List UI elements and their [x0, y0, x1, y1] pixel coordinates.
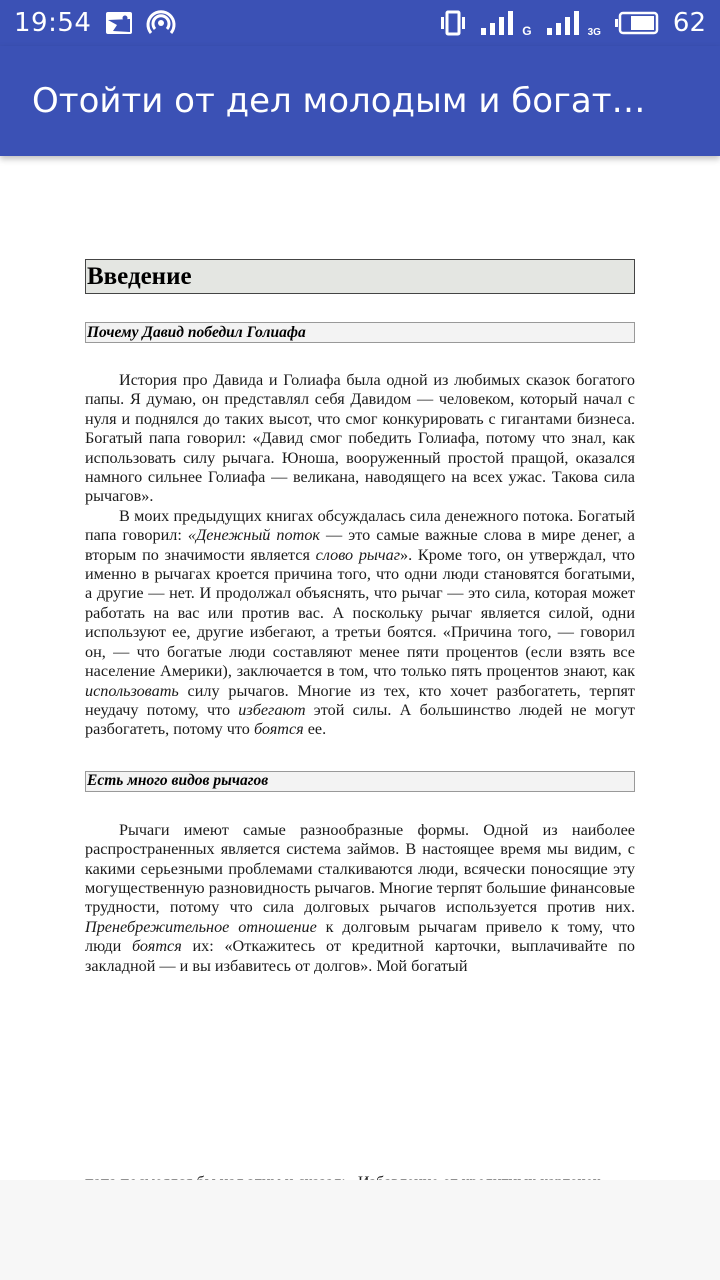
battery-icon	[615, 11, 659, 35]
section-body	[85, 821, 635, 976]
emphasis-text: боятся	[253, 720, 304, 739]
body-text: ее.	[303, 720, 327, 739]
image-notification-icon	[105, 11, 133, 35]
emphasis-text: боятся	[132, 937, 182, 956]
section-body	[85, 371, 635, 740]
chapter-heading: Введение	[87, 262, 192, 290]
emphasis-text: Пренебрежительное отношение	[85, 917, 317, 936]
section-heading: Есть много видов рычагов	[87, 772, 269, 790]
document-content	[85, 259, 635, 976]
signal-g-label: G	[522, 24, 532, 38]
body-text: силу рычагов. Многие из тех, кто хочет разбогатеть, терпят неудачу потому, что	[85, 681, 635, 719]
body-text: их: «Откажитесь от кредитной карточки, выплачивайте по закладной — и вы избавитесь от долгов». Мой богатый	[85, 937, 635, 975]
vibrate-icon	[440, 10, 466, 36]
body-text: Рычаги имеют самые разнообразные формы. Одной из наиболее распространенных является система займов. В настоящее время мы видим, с какими серьезными проблемами сталкиваются люди, всячески поносящие эту могущественную разновидность рычагов. Многие терпят большие финансовые трудности, потому что сила долговых рычагов используется против них.	[85, 820, 635, 917]
paragraph	[85, 371, 635, 507]
body-text: — это самые важные слова в мире денег, а вторым по значимости является	[85, 526, 635, 564]
body-text: к долговым рычагам привело к тому, что люди	[85, 917, 635, 956]
paragraph	[85, 821, 635, 976]
next-page-partial-line	[85, 1173, 635, 1180]
chapter-heading-box	[85, 259, 635, 294]
signal-3g-label: 3G	[587, 27, 601, 38]
paragraph	[85, 507, 635, 740]
bottom-panel	[0, 1180, 720, 1280]
signal-3g-icon	[546, 10, 601, 36]
emphasis-text: использовать	[85, 681, 179, 700]
section-heading-box	[85, 322, 635, 343]
status-bar	[0, 0, 720, 46]
emphasis-text: слово рычаг	[315, 545, 401, 564]
emphasis-text: избегают	[238, 700, 306, 719]
signal-g-icon	[480, 10, 531, 36]
battery-percent: 62	[672, 8, 706, 38]
document-page[interactable]	[0, 156, 720, 1180]
body-text: этой силы. А большинство людей не могут разбогатеть, потому что	[85, 700, 636, 739]
body-text: ». Кроме того, он утверждал, что именно в рычагах кроется причина того, что одни люди становятся богатыми, а другие — нет. И продолжал объяснять, что рычаг — это сила, которая может работать на вас или против вас. А поскольку рычаг является силой, одни используют ее, другие избегают, а третьи боятся. «Причина того, — говорил он, — что богатые люди составляют менее пяти процентов (если взять все население Америки), заключается в том, что только пять процентов знают, как	[85, 545, 635, 681]
status-time: 19:54	[14, 8, 92, 38]
section-heading-box	[85, 771, 635, 792]
status-left	[14, 8, 175, 38]
emphasis-text: «Денежный поток	[187, 526, 320, 545]
body-text: В моих предыдущих книгах обсуждалась сила денежного потока. Богатый папа говорил:	[85, 506, 635, 545]
section-heading: Почему Давид победил Голиафа	[87, 323, 306, 341]
app-bar	[0, 46, 720, 156]
status-right	[440, 8, 706, 38]
hotspot-icon	[147, 9, 175, 37]
book-title: Отойти от дел молодым и богат…	[32, 81, 646, 121]
body-text: История про Давида и Голиафа была одной из любимых сказок богатого папы. Я думаю, он представлял себя Давидом — человеком, который начал с нуля и поднялся до таких высот, что смог конкурировать с гигантами бизнеса. Богатый папа говорил: «Давид смог победить Голиафа, потому что знал, как использовать силу рычага. Юноша, вооруженный простой пращой, оказался намного сильнее Голиафа — великана, наводящего на всех ужас. Такова сила рычагов».	[85, 371, 635, 506]
